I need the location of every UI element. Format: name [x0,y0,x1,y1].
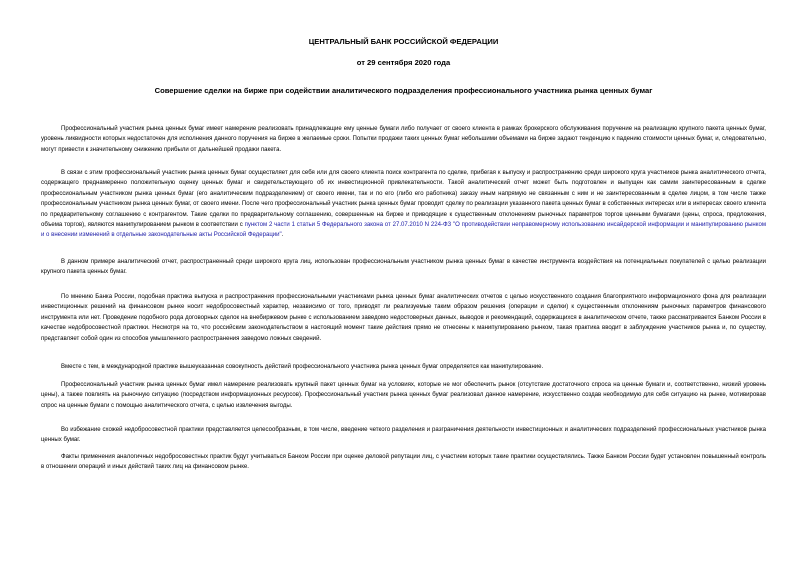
paragraph-4: По мнению Банка России, подобная практика выпуска и распространения профессиональными участниками рынка ценных бумаг аналитических отчетов с целью искусственного создания благоприятного информационного фона для реализации инвестиционных решений на финансовом рынке носит недобросовестный характер, независимо от того, приводят ли реализуемые таким образом решения (операции и сделки) к существенным отклонениям рыночных параметров финансового инструмента или нет. Проведение подобного рода договорных сделок на внебиржевом рынке с использованием заведомо недостоверных данных, выводов и рекомендаций, содержащихся в аналитическом отчете, также рассматривается Банком России в качестве недобросовестной практики. Несмотря на то, что российским законодательством в настоящий момент такие действия прямо не отнесены к манипулированию рынком, такая практика вводит в заблуждение участников рынка и, по существу, представляет собой один из способов умышленного распространения заведомо ложных сведений. [41,294,766,342]
law-reference-link[interactable]: пунктом 2 части 1 статьи 5 Федерального закона от 27.07.2010 N 224-ФЗ "О противодействии неправомерному использованию инсайдерской информации и манипулированию рынком и о внесении изменений в отдельные законодательные акты Российской Федерации" [41,222,766,239]
law-reference-end: . [281,232,284,239]
paragraph-1: Профессиональный участник рынка ценных бумаг имеет намерение реализовать принадлежащие ему ценные бумаги либо получает от своего клиента в рамках брокерского обслуживания поручение на реализацию крупного пакета ценных бумаг, уровень ликвидности которых недостаточен для исполнения данного поручения на бирже в желаемые сроки. Попытки продажи таких ценных бумаг небольшими объемами на бирже задают тенденцию к падению стоимости ценных бумаг, и, следовательно, могут привести к значительному снижению прибыли от дальнейшей продажи пакета. [41,126,766,153]
paragraph-2-text: В связи с этим профессиональный участник рынка ценных бумаг осуществляет для себя или для своего клиента поиск контрагента по сделке, прибегая к выпуску и распространению среди широкого круга участников рынка аналитического отчета, содержащего преднамеренно положительную оценку ценных бумаг и свидетельствующего об их инвестиционной привлекательности. Такой аналитический отчет может быть подготовлен и выпущен как самим заинтересованным в сделке профессиональным участником рынка ценных бумаг (его аналитическим подразделением) от своего имени, так и по его (либо его работника) заказу иным напрямую не связанным с ним и не заинтересованным в сделке лицом, в том числе также профессиональным участником рынка ценных бумаг, от своего имени. После чего профессиональный участник рынка ценных бумаг проводит сделку по реализации указанного пакета ценных бумаг в собственных интересах или в интересах своего клиента по предварительному соглашению с контрагентом. Такие сделки по предварительному соглашению, совершенные на бирже и приводящие к существенным отклонениям рыночных параметров торгов ценными бумагами (цены, спроса, предложения, объема торгов), являются манипулированием рынком в соответствии с [41,170,766,229]
document-title: Совершение сделки на бирже при содействии аналитического подразделения профессионального участника рынка ценных бумаг [154,86,653,95]
paragraph-8: Факты применения аналогичных недобросовестных практик будут учитываться Банком России при оценке деловой репутации лиц, с участием которых такие практики осуществлялись. Также Банком России будет установлен повышенный контроль в отношении операций и иных действий таких лиц на финансовом рынке. [41,454,766,471]
paragraph-5: Вместе с тем, в международной практике вышеуказанная совокупность действий профессионального участника рынка ценных бумаг определяется как манипулирование. [61,364,544,370]
paragraph-6: Профессиональный участник рынка ценных бумаг имел намерение реализовать крупный пакет ценных бумаг на условиях, которые не мог обеспечить рынок (отсутствие достаточного спроса на ценные бумаги и, соответственно, низкий уровень цены), а также повлиять на рыночную ситуацию (посредством информационных ресурсов). Профессиональный участник рынка ценных бумаг реализовал данное намерение, искусственно создав необходимую для себя ситуацию на рынке, мотивировав спрос на ценные бумаги с помощью аналитического отчета, с целью извлечения выгоды. [41,382,766,409]
issuer-heading: ЦЕНТРАЛЬНЫЙ БАНК РОССИЙСКОЙ ФЕДЕРАЦИИ [308,37,499,46]
paragraph-7: Во избежание схожей недобросовестной практики представляется целесообразным, в том числе, введение четкого разделения и разграничения деятельности инвестиционных и аналитических подразделений профессиональных участников рынка ценных бумаг. [41,427,766,444]
paragraph-3: В данном примере аналитический отчет, распространенный среди широкого круга лиц, использован профессиональным участником рынка ценных бумаг в качестве инструмента воздействия на потенциальных покупателей с целью реализации крупного пакета ценных бумаг. [41,259,766,276]
paragraph-2 [41,168,766,241]
document-date: от 29 сентября 2020 года [356,58,451,67]
